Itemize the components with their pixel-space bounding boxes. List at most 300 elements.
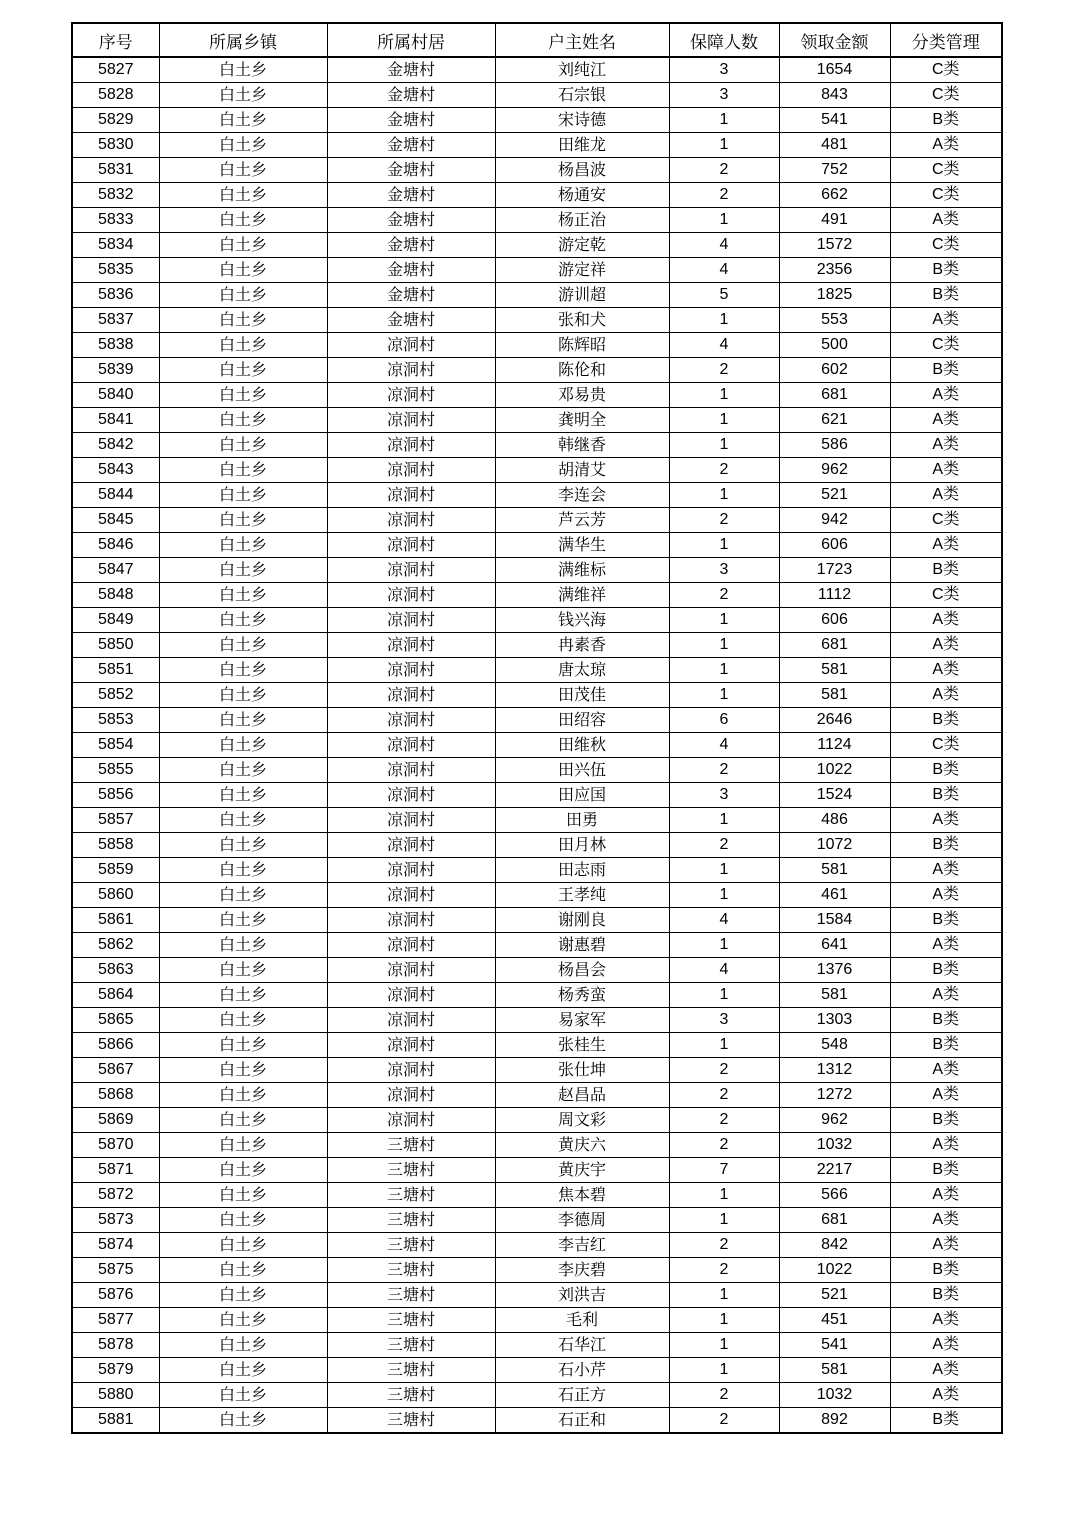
header-amount-received: 领取金额 (779, 23, 890, 57)
township-cell: 白土乡 (159, 1233, 327, 1258)
village-cell: 金塘村 (327, 83, 495, 108)
household-head-cell: 石宗银 (495, 83, 669, 108)
township-cell: 白土乡 (159, 283, 327, 308)
amount-received-cell: 541 (779, 108, 890, 133)
category-cell: C类 (890, 83, 1002, 108)
township-cell: 白土乡 (159, 358, 327, 383)
serial-number-cell: 5832 (72, 183, 159, 208)
household-head-cell: 满维祥 (495, 583, 669, 608)
serial-number-cell: 5843 (72, 458, 159, 483)
village-cell: 凉洞村 (327, 908, 495, 933)
covered-persons-cell: 4 (669, 958, 779, 983)
table-row (72, 1083, 1002, 1108)
township-cell: 白土乡 (159, 858, 327, 883)
township-cell: 白土乡 (159, 1258, 327, 1283)
table-row (72, 258, 1002, 283)
table-row (72, 1058, 1002, 1083)
category-cell: A类 (890, 208, 1002, 233)
category-cell: A类 (890, 408, 1002, 433)
category-cell: A类 (890, 458, 1002, 483)
village-cell: 三塘村 (327, 1208, 495, 1233)
table-row (72, 108, 1002, 133)
table-row (72, 958, 1002, 983)
covered-persons-cell: 4 (669, 733, 779, 758)
serial-number-cell: 5865 (72, 1008, 159, 1033)
covered-persons-cell: 2 (669, 458, 779, 483)
township-cell: 白土乡 (159, 1408, 327, 1434)
household-head-cell: 宋诗德 (495, 108, 669, 133)
amount-received-cell: 621 (779, 408, 890, 433)
township-cell: 白土乡 (159, 1058, 327, 1083)
household-head-cell: 谢惠碧 (495, 933, 669, 958)
amount-received-cell: 541 (779, 1333, 890, 1358)
village-cell: 三塘村 (327, 1383, 495, 1408)
amount-received-cell: 566 (779, 1183, 890, 1208)
serial-number-cell: 5830 (72, 133, 159, 158)
header-serial-number: 序号 (72, 23, 159, 57)
village-cell: 凉洞村 (327, 708, 495, 733)
covered-persons-cell: 1 (669, 208, 779, 233)
household-head-cell: 唐太琼 (495, 658, 669, 683)
township-cell: 白土乡 (159, 158, 327, 183)
category-cell: C类 (890, 183, 1002, 208)
household-head-cell: 田维秋 (495, 733, 669, 758)
covered-persons-cell: 1 (669, 683, 779, 708)
category-cell: A类 (890, 483, 1002, 508)
covered-persons-cell: 1 (669, 308, 779, 333)
amount-received-cell: 586 (779, 433, 890, 458)
household-head-cell: 李德周 (495, 1208, 669, 1233)
table-row (72, 933, 1002, 958)
household-head-cell: 黄庆六 (495, 1133, 669, 1158)
header-category: 分类管理 (890, 23, 1002, 57)
serial-number-cell: 5872 (72, 1183, 159, 1208)
township-cell: 白土乡 (159, 133, 327, 158)
village-cell: 凉洞村 (327, 733, 495, 758)
household-head-cell: 焦本碧 (495, 1183, 669, 1208)
serial-number-cell: 5870 (72, 1133, 159, 1158)
covered-persons-cell: 3 (669, 83, 779, 108)
covered-persons-cell: 1 (669, 633, 779, 658)
serial-number-cell: 5880 (72, 1383, 159, 1408)
village-cell: 金塘村 (327, 208, 495, 233)
village-cell: 三塘村 (327, 1333, 495, 1358)
covered-persons-cell: 2 (669, 1233, 779, 1258)
amount-received-cell: 681 (779, 633, 890, 658)
serial-number-cell: 5838 (72, 333, 159, 358)
category-cell: C类 (890, 508, 1002, 533)
household-head-cell: 满维标 (495, 558, 669, 583)
category-cell: B类 (890, 908, 1002, 933)
amount-received-cell: 942 (779, 508, 890, 533)
covered-persons-cell: 2 (669, 158, 779, 183)
household-head-cell: 刘洪吉 (495, 1283, 669, 1308)
table-row (72, 808, 1002, 833)
household-head-cell: 石小芹 (495, 1358, 669, 1383)
table-row (72, 633, 1002, 658)
household-head-cell: 杨秀蛮 (495, 983, 669, 1008)
category-cell: A类 (890, 1333, 1002, 1358)
serial-number-cell: 5852 (72, 683, 159, 708)
serial-number-cell: 5842 (72, 433, 159, 458)
township-cell: 白土乡 (159, 883, 327, 908)
amount-received-cell: 2356 (779, 258, 890, 283)
household-head-cell: 石正和 (495, 1408, 669, 1434)
serial-number-cell: 5854 (72, 733, 159, 758)
category-cell: A类 (890, 1183, 1002, 1208)
village-cell: 凉洞村 (327, 883, 495, 908)
serial-number-cell: 5869 (72, 1108, 159, 1133)
village-cell: 三塘村 (327, 1408, 495, 1434)
table-row (72, 833, 1002, 858)
serial-number-cell: 5851 (72, 658, 159, 683)
covered-persons-cell: 2 (669, 1133, 779, 1158)
household-head-cell: 满华生 (495, 533, 669, 558)
header-township: 所属乡镇 (159, 23, 327, 57)
table-row (72, 283, 1002, 308)
household-head-cell: 杨昌波 (495, 158, 669, 183)
serial-number-cell: 5863 (72, 958, 159, 983)
table-row (72, 533, 1002, 558)
serial-number-cell: 5837 (72, 308, 159, 333)
amount-received-cell: 752 (779, 158, 890, 183)
serial-number-cell: 5841 (72, 408, 159, 433)
category-cell: A类 (890, 683, 1002, 708)
category-cell: A类 (890, 1083, 1002, 1108)
table-row (72, 233, 1002, 258)
table-row (72, 1283, 1002, 1308)
table-row (72, 158, 1002, 183)
table-row (72, 1158, 1002, 1183)
village-cell: 三塘村 (327, 1158, 495, 1183)
village-cell: 凉洞村 (327, 408, 495, 433)
table-row (72, 983, 1002, 1008)
covered-persons-cell: 3 (669, 57, 779, 83)
serial-number-cell: 5861 (72, 908, 159, 933)
village-cell: 凉洞村 (327, 1008, 495, 1033)
village-cell: 凉洞村 (327, 658, 495, 683)
village-cell: 凉洞村 (327, 833, 495, 858)
amount-received-cell: 1072 (779, 833, 890, 858)
household-head-cell: 杨昌会 (495, 958, 669, 983)
village-cell: 凉洞村 (327, 458, 495, 483)
covered-persons-cell: 5 (669, 283, 779, 308)
serial-number-cell: 5853 (72, 708, 159, 733)
category-cell: C类 (890, 233, 1002, 258)
township-cell: 白土乡 (159, 783, 327, 808)
category-cell: B类 (890, 1158, 1002, 1183)
category-cell: B类 (890, 958, 1002, 983)
category-cell: A类 (890, 433, 1002, 458)
village-cell: 凉洞村 (327, 683, 495, 708)
household-head-cell: 张仕坤 (495, 1058, 669, 1083)
amount-received-cell: 892 (779, 1408, 890, 1434)
serial-number-cell: 5864 (72, 983, 159, 1008)
category-cell: A类 (890, 633, 1002, 658)
township-cell: 白土乡 (159, 1133, 327, 1158)
household-head-cell: 陈伦和 (495, 358, 669, 383)
household-head-cell: 杨通安 (495, 183, 669, 208)
covered-persons-cell: 1 (669, 433, 779, 458)
covered-persons-cell: 2 (669, 1108, 779, 1133)
village-cell: 凉洞村 (327, 858, 495, 883)
village-cell: 凉洞村 (327, 933, 495, 958)
amount-received-cell: 2646 (779, 708, 890, 733)
table-row (72, 1258, 1002, 1283)
amount-received-cell: 606 (779, 533, 890, 558)
village-cell: 凉洞村 (327, 433, 495, 458)
table-row (72, 483, 1002, 508)
village-cell: 凉洞村 (327, 1083, 495, 1108)
township-cell: 白土乡 (159, 758, 327, 783)
table-row (72, 683, 1002, 708)
amount-received-cell: 1312 (779, 1058, 890, 1083)
table-row (72, 708, 1002, 733)
township-cell: 白土乡 (159, 1158, 327, 1183)
amount-received-cell: 1272 (779, 1083, 890, 1108)
category-cell: A类 (890, 858, 1002, 883)
category-cell: B类 (890, 358, 1002, 383)
category-cell: B类 (890, 1408, 1002, 1434)
covered-persons-cell: 1 (669, 133, 779, 158)
household-head-cell: 杨正治 (495, 208, 669, 233)
village-cell: 金塘村 (327, 133, 495, 158)
covered-persons-cell: 3 (669, 783, 779, 808)
serial-number-cell: 5840 (72, 383, 159, 408)
table-row (72, 458, 1002, 483)
township-cell: 白土乡 (159, 1358, 327, 1383)
township-cell: 白土乡 (159, 383, 327, 408)
township-cell: 白土乡 (159, 608, 327, 633)
township-cell: 白土乡 (159, 1008, 327, 1033)
category-cell: A类 (890, 1133, 1002, 1158)
amount-received-cell: 662 (779, 183, 890, 208)
serial-number-cell: 5881 (72, 1408, 159, 1434)
category-cell: B类 (890, 1033, 1002, 1058)
serial-number-cell: 5858 (72, 833, 159, 858)
township-cell: 白土乡 (159, 408, 327, 433)
household-head-cell: 李庆碧 (495, 1258, 669, 1283)
covered-persons-cell: 2 (669, 183, 779, 208)
covered-persons-cell: 1 (669, 983, 779, 1008)
serial-number-cell: 5866 (72, 1033, 159, 1058)
township-cell: 白土乡 (159, 683, 327, 708)
category-cell: B类 (890, 258, 1002, 283)
amount-received-cell: 1524 (779, 783, 890, 808)
table-row (72, 608, 1002, 633)
village-cell: 凉洞村 (327, 358, 495, 383)
category-cell: B类 (890, 833, 1002, 858)
serial-number-cell: 5834 (72, 233, 159, 258)
serial-number-cell: 5844 (72, 483, 159, 508)
village-cell: 凉洞村 (327, 558, 495, 583)
category-cell: C类 (890, 333, 1002, 358)
table-row (72, 733, 1002, 758)
village-cell: 金塘村 (327, 233, 495, 258)
township-cell: 白土乡 (159, 558, 327, 583)
serial-number-cell: 5836 (72, 283, 159, 308)
category-cell: A类 (890, 608, 1002, 633)
amount-received-cell: 1032 (779, 1133, 890, 1158)
table-row (72, 1408, 1002, 1434)
amount-received-cell: 581 (779, 858, 890, 883)
amount-received-cell: 461 (779, 883, 890, 908)
table-row (72, 1333, 1002, 1358)
covered-persons-cell: 2 (669, 358, 779, 383)
township-cell: 白土乡 (159, 1283, 327, 1308)
covered-persons-cell: 3 (669, 558, 779, 583)
township-cell: 白土乡 (159, 1033, 327, 1058)
table-row (72, 333, 1002, 358)
category-cell: B类 (890, 1108, 1002, 1133)
serial-number-cell: 5831 (72, 158, 159, 183)
covered-persons-cell: 4 (669, 233, 779, 258)
amount-received-cell: 581 (779, 983, 890, 1008)
amount-received-cell: 553 (779, 308, 890, 333)
covered-persons-cell: 2 (669, 508, 779, 533)
covered-persons-cell: 1 (669, 1358, 779, 1383)
village-cell: 金塘村 (327, 108, 495, 133)
amount-received-cell: 581 (779, 1358, 890, 1383)
village-cell: 金塘村 (327, 308, 495, 333)
amount-received-cell: 1572 (779, 233, 890, 258)
table-row (72, 183, 1002, 208)
serial-number-cell: 5847 (72, 558, 159, 583)
village-cell: 金塘村 (327, 57, 495, 83)
covered-persons-cell: 2 (669, 1383, 779, 1408)
serial-number-cell: 5873 (72, 1208, 159, 1233)
serial-number-cell: 5835 (72, 258, 159, 283)
household-head-cell: 石正方 (495, 1383, 669, 1408)
covered-persons-cell: 1 (669, 658, 779, 683)
category-cell: B类 (890, 1283, 1002, 1308)
amount-received-cell: 1303 (779, 1008, 890, 1033)
township-cell: 白土乡 (159, 108, 327, 133)
amount-received-cell: 681 (779, 1208, 890, 1233)
category-cell: B类 (890, 283, 1002, 308)
amount-received-cell: 521 (779, 483, 890, 508)
household-head-cell: 胡清艾 (495, 458, 669, 483)
village-cell: 金塘村 (327, 158, 495, 183)
relief-roster-table (71, 22, 1003, 1434)
household-head-cell: 张和犬 (495, 308, 669, 333)
household-head-cell: 游定祥 (495, 258, 669, 283)
table-row (72, 1108, 1002, 1133)
township-cell: 白土乡 (159, 183, 327, 208)
serial-number-cell: 5857 (72, 808, 159, 833)
village-cell: 凉洞村 (327, 1108, 495, 1133)
covered-persons-cell: 1 (669, 858, 779, 883)
township-cell: 白土乡 (159, 908, 327, 933)
category-cell: B类 (890, 1258, 1002, 1283)
serial-number-cell: 5879 (72, 1358, 159, 1383)
household-head-cell: 田应国 (495, 783, 669, 808)
household-head-cell: 李吉红 (495, 1233, 669, 1258)
township-cell: 白土乡 (159, 433, 327, 458)
household-head-cell: 邓易贵 (495, 383, 669, 408)
township-cell: 白土乡 (159, 1183, 327, 1208)
township-cell: 白土乡 (159, 57, 327, 83)
township-cell: 白土乡 (159, 733, 327, 758)
category-cell: A类 (890, 1208, 1002, 1233)
covered-persons-cell: 2 (669, 758, 779, 783)
household-head-cell: 韩继香 (495, 433, 669, 458)
covered-persons-cell: 4 (669, 908, 779, 933)
serial-number-cell: 5859 (72, 858, 159, 883)
village-cell: 三塘村 (327, 1358, 495, 1383)
village-cell: 凉洞村 (327, 633, 495, 658)
category-cell: A类 (890, 1308, 1002, 1333)
covered-persons-cell: 1 (669, 1033, 779, 1058)
township-cell: 白土乡 (159, 583, 327, 608)
covered-persons-cell: 2 (669, 1058, 779, 1083)
table-row (72, 1033, 1002, 1058)
amount-received-cell: 2217 (779, 1158, 890, 1183)
table-row (72, 1208, 1002, 1233)
amount-received-cell: 1825 (779, 283, 890, 308)
village-cell: 凉洞村 (327, 533, 495, 558)
amount-received-cell: 1022 (779, 1258, 890, 1283)
category-cell: A类 (890, 933, 1002, 958)
village-cell: 凉洞村 (327, 958, 495, 983)
village-cell: 三塘村 (327, 1283, 495, 1308)
category-cell: A类 (890, 308, 1002, 333)
serial-number-cell: 5868 (72, 1083, 159, 1108)
category-cell: A类 (890, 1358, 1002, 1383)
village-cell: 凉洞村 (327, 808, 495, 833)
serial-number-cell: 5856 (72, 783, 159, 808)
covered-persons-cell: 1 (669, 483, 779, 508)
serial-number-cell: 5871 (72, 1158, 159, 1183)
table-row (72, 858, 1002, 883)
table-row (72, 1233, 1002, 1258)
category-cell: C类 (890, 733, 1002, 758)
amount-received-cell: 1032 (779, 1383, 890, 1408)
township-cell: 白土乡 (159, 83, 327, 108)
household-head-cell: 李连会 (495, 483, 669, 508)
covered-persons-cell: 2 (669, 833, 779, 858)
household-head-cell: 田勇 (495, 808, 669, 833)
township-cell: 白土乡 (159, 1333, 327, 1358)
category-cell: C类 (890, 583, 1002, 608)
township-cell: 白土乡 (159, 1383, 327, 1408)
township-cell: 白土乡 (159, 808, 327, 833)
household-head-cell: 石华江 (495, 1333, 669, 1358)
village-cell: 凉洞村 (327, 333, 495, 358)
table-row (72, 57, 1002, 83)
household-head-cell: 钱兴海 (495, 608, 669, 633)
covered-persons-cell: 7 (669, 1158, 779, 1183)
amount-received-cell: 602 (779, 358, 890, 383)
serial-number-cell: 5855 (72, 758, 159, 783)
village-cell: 凉洞村 (327, 983, 495, 1008)
serial-number-cell: 5875 (72, 1258, 159, 1283)
covered-persons-cell: 1 (669, 1183, 779, 1208)
amount-received-cell: 521 (779, 1283, 890, 1308)
table-row (72, 383, 1002, 408)
header-row (72, 23, 1002, 57)
township-cell: 白土乡 (159, 533, 327, 558)
household-head-cell: 芦云芳 (495, 508, 669, 533)
township-cell: 白土乡 (159, 458, 327, 483)
village-cell: 凉洞村 (327, 758, 495, 783)
table-row (72, 558, 1002, 583)
serial-number-cell: 5827 (72, 57, 159, 83)
village-cell: 金塘村 (327, 283, 495, 308)
household-head-cell: 刘纯江 (495, 57, 669, 83)
amount-received-cell: 1584 (779, 908, 890, 933)
township-cell: 白土乡 (159, 633, 327, 658)
